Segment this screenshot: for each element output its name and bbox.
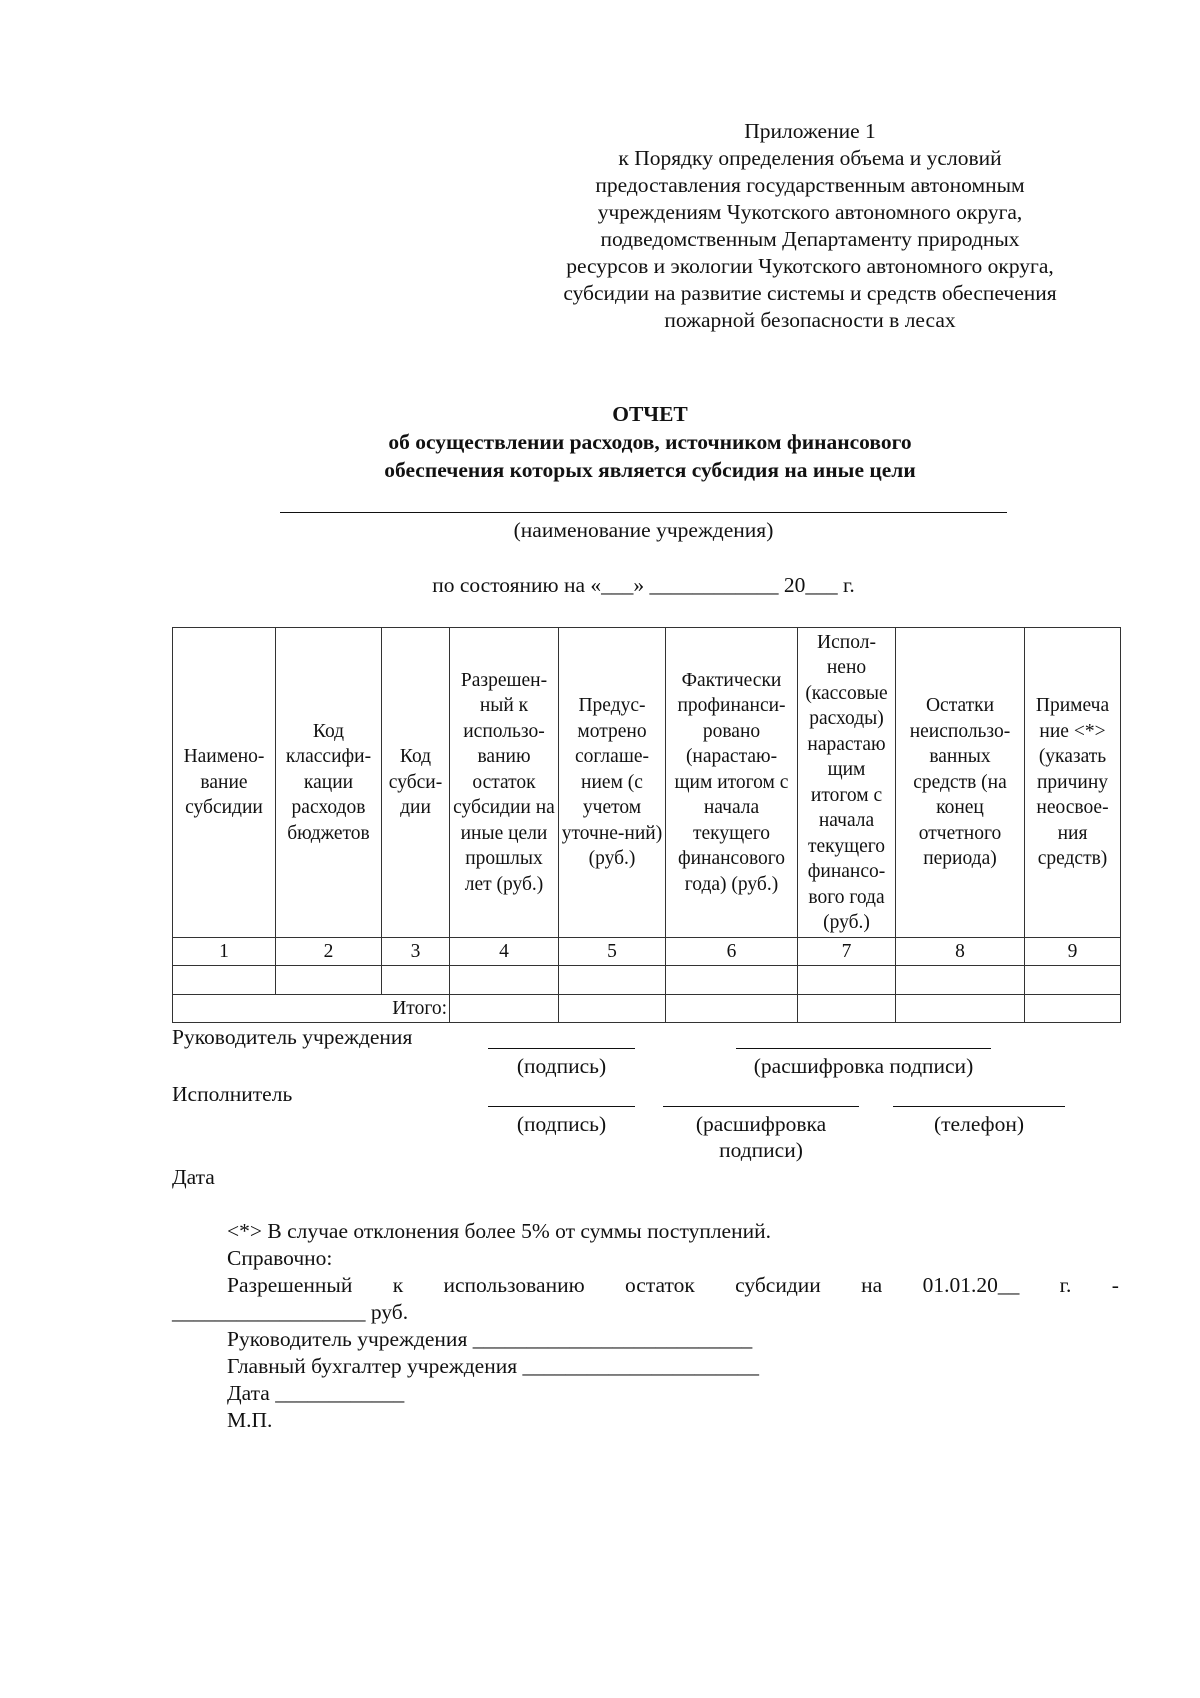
total-cell[interactable] — [798, 995, 896, 1023]
table-row — [173, 966, 1121, 995]
executor-decode-caption — [653, 1111, 869, 1163]
appendix-line: подведомственным Департаменту природных — [600, 227, 1020, 251]
column-number: 1 — [173, 938, 276, 966]
header-cell: Испол-нено (кассовые расходы) нарастаю щим итогом с начала текущего финансо-вого года (руб.) — [798, 628, 896, 938]
report-subtitle-2: обеспечения которых является субсидия на иные цели — [384, 458, 916, 482]
total-cell[interactable] — [450, 995, 559, 1023]
executor-decode-line-2: подписи) — [719, 1138, 803, 1162]
column-number: 5 — [559, 938, 666, 966]
footnote-date-line: Дата ____________ — [227, 1381, 405, 1405]
total-label: Итого: — [173, 995, 450, 1023]
table-cell[interactable] — [1025, 966, 1121, 995]
table-header-row — [173, 628, 1121, 938]
appendix-line: субсидии на развитие системы и средств обеспечения — [563, 281, 1057, 305]
footnote-reference: Справочно: — [227, 1246, 333, 1270]
appendix-line: пожарной безопасности в лесах — [664, 308, 956, 332]
appendix-line: предоставления государственным автономным — [595, 173, 1025, 197]
executor-decode-line-1: (расшифровка — [695, 1112, 827, 1136]
table-cell[interactable] — [798, 966, 896, 995]
executor-phone-line[interactable] — [893, 1106, 1065, 1107]
column-number: 4 — [450, 938, 559, 966]
word: 01.01.20__ — [922, 1273, 1020, 1297]
institution-name-line — [280, 512, 1007, 513]
word: субсидии — [735, 1273, 821, 1297]
word: Разрешенный — [227, 1273, 353, 1297]
header-cell: Наимено-вание субсидии — [173, 628, 276, 938]
header-cell: Разрешен-ный к использо-ванию остаток субсидии на иные цели прошлых лет (руб.) — [450, 628, 559, 938]
total-cell[interactable] — [666, 995, 798, 1023]
report-title — [220, 400, 1080, 484]
footnote-head-line: Руководитель учреждения __________________________ — [227, 1327, 753, 1351]
column-number: 2 — [276, 938, 382, 966]
word: г. — [1059, 1273, 1072, 1297]
column-number: 9 — [1025, 938, 1121, 966]
total-row — [173, 995, 1121, 1023]
header-cell: Примеча ние <*> (указать причину неосвое-ния средств) — [1025, 628, 1121, 938]
executor-signature-line[interactable] — [488, 1106, 635, 1107]
column-number: 7 — [798, 938, 896, 966]
report-heading: ОТЧЕТ — [612, 402, 688, 426]
word: использованию — [443, 1273, 585, 1297]
date-label: Дата — [172, 1165, 215, 1189]
report-table — [172, 627, 1121, 1023]
stamp-label: М.П. — [227, 1408, 273, 1432]
header-cell: Код субси-дии — [382, 628, 450, 938]
rub-line: __________________ руб. — [172, 1300, 409, 1324]
appendix-line: ресурсов и экологии Чукотского автономного округа, — [566, 254, 1054, 278]
table-cell[interactable] — [896, 966, 1025, 995]
table-cell[interactable] — [559, 966, 666, 995]
report-date-line: по состоянию на «___» ____________ 20___ г. — [432, 573, 855, 597]
table-cell[interactable] — [276, 966, 382, 995]
appendix-line: Приложение 1 — [744, 119, 876, 143]
word: к — [392, 1273, 404, 1297]
head-decode-line[interactable] — [736, 1048, 991, 1049]
word: - — [1111, 1273, 1119, 1297]
column-number: 6 — [666, 938, 798, 966]
appendix-header — [520, 118, 1100, 334]
header-cell: Предус-мотрено соглаше-нием (с учетом уточне-ний) (руб.) — [559, 628, 666, 938]
executor-signature-caption: (подпись) — [516, 1112, 607, 1136]
column-number: 3 — [382, 938, 450, 966]
column-number-row — [173, 938, 1121, 966]
table-cell[interactable] — [666, 966, 798, 995]
header-cell: Фактически профинанси-ровано (нарастаю-щим итогом с начала текущего финансового года) (руб.) — [666, 628, 798, 938]
header-cell: Остатки неиспользо-ванных средств (на конец отчетного периода) — [896, 628, 1025, 938]
column-number: 8 — [896, 938, 1025, 966]
header-cell: Код классифи-кации расходов бюджетов — [276, 628, 382, 938]
executor-decode-line[interactable] — [663, 1106, 859, 1107]
footnote-note: <*> В случае отклонения более 5% от суммы поступлений. — [227, 1219, 771, 1243]
head-signature-caption: (подпись) — [516, 1054, 607, 1078]
head-decode-caption: (расшифровка подписи) — [753, 1054, 974, 1078]
appendix-line: учреждениям Чукотского автономного округа, — [597, 200, 1023, 224]
institution-caption: (наименование учреждения) — [513, 518, 774, 542]
total-cell[interactable] — [1025, 995, 1121, 1023]
executor-phone-caption: (телефон) — [934, 1112, 1024, 1136]
word: на — [861, 1273, 883, 1297]
word: остаток — [625, 1273, 695, 1297]
head-label: Руководитель учреждения — [172, 1025, 413, 1049]
appendix-line: к Порядку определения объема и условий — [618, 146, 1002, 170]
total-cell[interactable] — [896, 995, 1025, 1023]
report-subtitle-1: об осуществлении расходов, источником финансового — [388, 430, 912, 454]
table-cell[interactable] — [382, 966, 450, 995]
allowed-remainder-line — [227, 1272, 1119, 1299]
executor-label: Исполнитель — [172, 1082, 293, 1106]
head-signature-line[interactable] — [488, 1048, 635, 1049]
table-cell[interactable] — [173, 966, 276, 995]
total-cell[interactable] — [559, 995, 666, 1023]
table-cell[interactable] — [450, 966, 559, 995]
footnote-accountant-line: Главный бухгалтер учреждения ______________________ — [227, 1354, 759, 1378]
